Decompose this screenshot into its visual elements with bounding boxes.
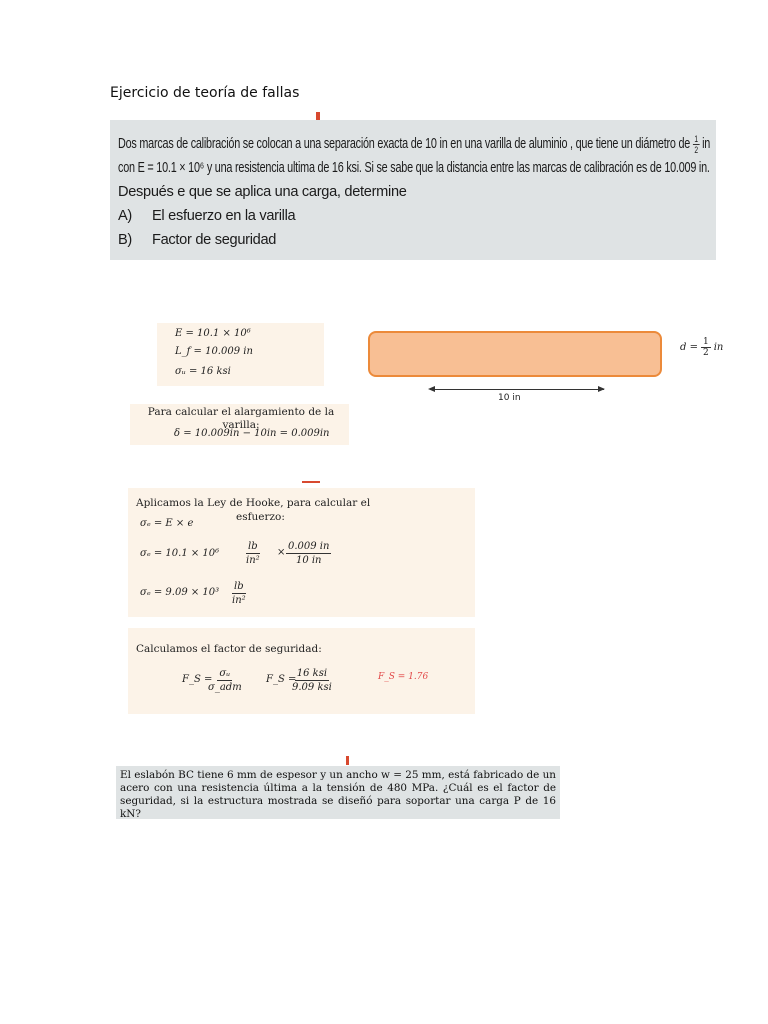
document-title: Ejercicio de teoría de fallas xyxy=(110,85,300,101)
given-ultimate-strength: σᵤ = 16 ksi xyxy=(175,366,231,377)
safety-factor-result: F_S = 1.76 xyxy=(378,672,429,682)
arrow-left-icon xyxy=(428,386,435,392)
safety-calc-label: F_S = xyxy=(266,674,297,685)
arrow-right-icon xyxy=(598,386,605,392)
problem-line-2: con E = 10.1 × 10⁶ y una resistencia ultima de 16 ksi. Si se sabe que la distancia entre las marcas de calibración es de 10.009 in. xyxy=(118,160,710,176)
red-marker-2 xyxy=(346,756,349,765)
problem-line-1: Dos marcas de calibración se colocan a una separación exacta de 10 in en una varilla de aluminio , que tiene un diámetro de $\frac{1}{2}$ in xyxy=(118,133,711,155)
safety-formula-label: F_S = xyxy=(182,674,213,685)
diameter-label: d = $\frac{1}{2}$ in xyxy=(680,337,724,358)
hooke-equation-2-unit: $\frac{lb}{\text{in²}}$ xyxy=(246,541,260,566)
red-marker-small xyxy=(302,481,320,483)
hooke-strain-fraction: $\frac{0.009 in}{10 in}$ xyxy=(288,541,330,566)
length-dimension-label: 10 in xyxy=(498,393,521,403)
hooke-equation-2-left: σₑ = 10.1 × 10⁶ xyxy=(140,548,220,559)
problem-option-b: B) Factor de seguridad xyxy=(118,232,277,248)
length-dimension-line xyxy=(430,389,604,390)
safety-factor-box xyxy=(128,628,475,714)
hooke-equation-3-unit: $\frac{lb}{\text{in²}}$ xyxy=(232,581,246,606)
elongation-box xyxy=(130,404,349,445)
safety-heading: Calculamos el factor de seguridad: xyxy=(136,643,322,655)
hooke-heading-line-1: Aplicamos la Ley de Hooke, para calcular el xyxy=(136,497,371,509)
problem-option-a: A) El esfuerzo en la varilla xyxy=(118,208,296,224)
safety-formula-fraction: $\frac{\text{σᵤ}}{\text{σ\_adm}}$ xyxy=(208,668,242,693)
diameter-fraction: $\frac{1}{2}$ xyxy=(694,133,698,155)
hooke-times: × xyxy=(277,547,286,558)
given-modulus: E = 10.1 × 10⁶ xyxy=(175,328,251,339)
hooke-heading-line-2: esfuerzo: xyxy=(236,511,285,523)
elongation-heading: Para calcular el alargamiento de la varilla: xyxy=(147,406,335,431)
safety-calc-fraction: $\frac{\text{16 ksi}}{\text{9.09 ksi}}$ xyxy=(292,668,332,693)
hooke-equation-1: σₑ = E × e xyxy=(140,518,194,529)
problem-line-3: Después e que se aplica una carga, determine xyxy=(118,184,407,200)
given-final-length: L_f = 10.009 in xyxy=(175,346,253,357)
problem-statement-2: El eslabón BC tiene 6 mm de espesor y un ancho w = 25 mm, está fabricado de un acero con una resistencia última a la tensión de 480 MPa. ¿Cuál es el factor de seguridad, si la estructura mostrada se diseñó para soportar una carga P de 16 kN? xyxy=(116,766,560,819)
givens-box xyxy=(157,323,324,386)
aluminum-rod-figure xyxy=(368,331,662,377)
problem-statement-1 xyxy=(110,120,716,260)
hooke-law-box xyxy=(128,488,475,617)
hooke-equation-3-left: σₑ = 9.09 × 10³ xyxy=(140,587,220,598)
elongation-equation: δ = 10.009in − 10in = 0.009in xyxy=(174,428,330,439)
